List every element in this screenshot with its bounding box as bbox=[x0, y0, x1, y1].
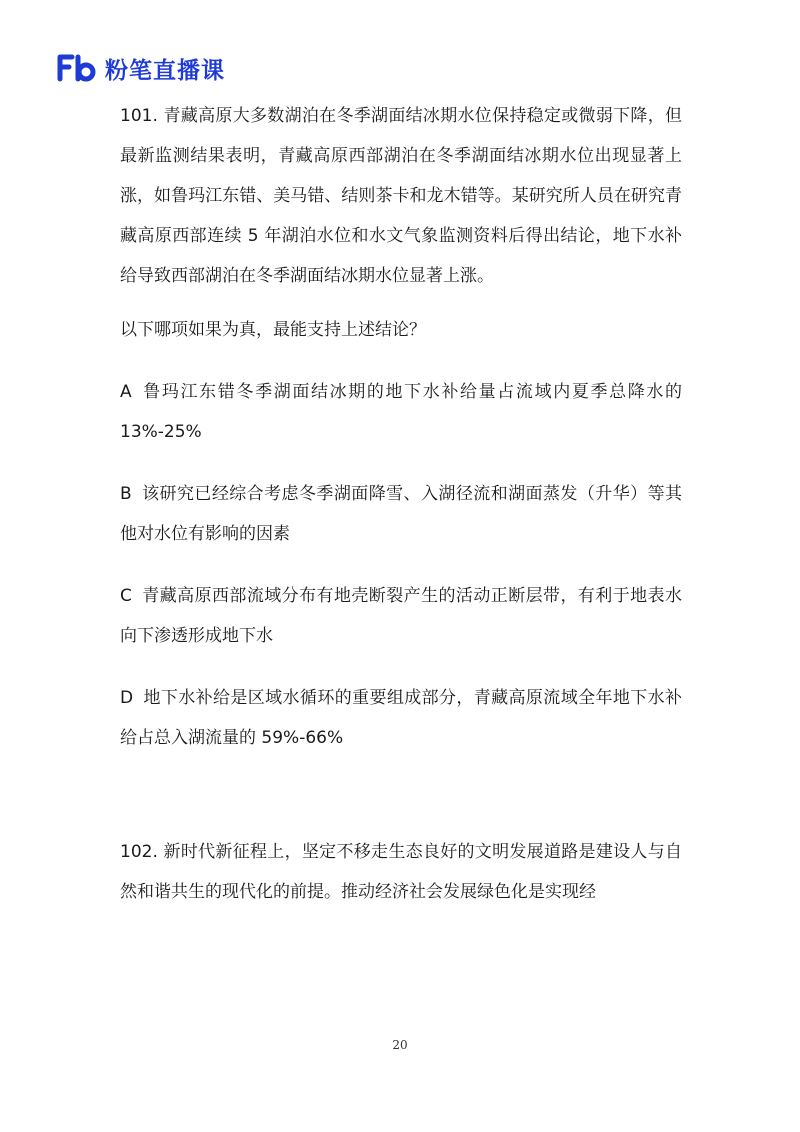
brand-logo-icon bbox=[57, 54, 99, 82]
question-102-stem: 102. 新时代新征程上，坚定不移走生态良好的文明发展道路是建设人与自然和谐共生的现代化的前提。推动经济社会发展绿色化是实现经 bbox=[120, 842, 682, 902]
question-101-prompt: 以下哪项如果为真，最能支持上述结论？ bbox=[120, 320, 426, 340]
document-body bbox=[120, 96, 682, 912]
question-101-stem: 101. 青藏高原大多数湖泊在冬季湖面结冰期水位保持稳定或微弱下降，但最新监测结果表明，青藏高原西部湖泊在冬季湖面结冰期水位出现显著上涨，如鲁玛江东错、美马错、结则茶卡和龙木错等。某研究所人员在研究青藏高原西部连续 5 年湖泊水位和水文气象监测资料后得出结论，地下水补给导致西部湖泊在冬季湖面结冰期水位显著上涨。 bbox=[120, 106, 682, 286]
option-d bbox=[120, 678, 682, 758]
option-a-text: 鲁玛江东错冬季湖面结冰期的地下水补给量占流域内夏季总降水的 13%-25% bbox=[120, 382, 682, 442]
brand-name: 粉笔直播课 bbox=[105, 57, 225, 84]
page-number: 20 bbox=[392, 1038, 408, 1052]
option-a bbox=[120, 372, 682, 452]
option-c-letter: C bbox=[120, 586, 132, 606]
option-a-letter: A bbox=[120, 382, 132, 402]
option-b-letter: B bbox=[120, 484, 132, 504]
option-b bbox=[120, 474, 682, 554]
option-d-text: 地下水补给是区域水循环的重要组成部分，青藏高原流域全年地下水补给占总入湖流量的 59%-66% bbox=[120, 688, 682, 748]
option-d-letter: D bbox=[120, 688, 134, 708]
option-b-text: 该研究已经综合考虑冬季湖面降雪、入湖径流和湖面蒸发（升华）等其他对水位有影响的因素 bbox=[120, 484, 682, 544]
option-c-text: 青藏高原西部流域分布有地壳断裂产生的活动正断层带，有利于地表水向下渗透形成地下水 bbox=[120, 586, 682, 646]
option-c bbox=[120, 576, 682, 656]
page-header bbox=[57, 52, 225, 84]
